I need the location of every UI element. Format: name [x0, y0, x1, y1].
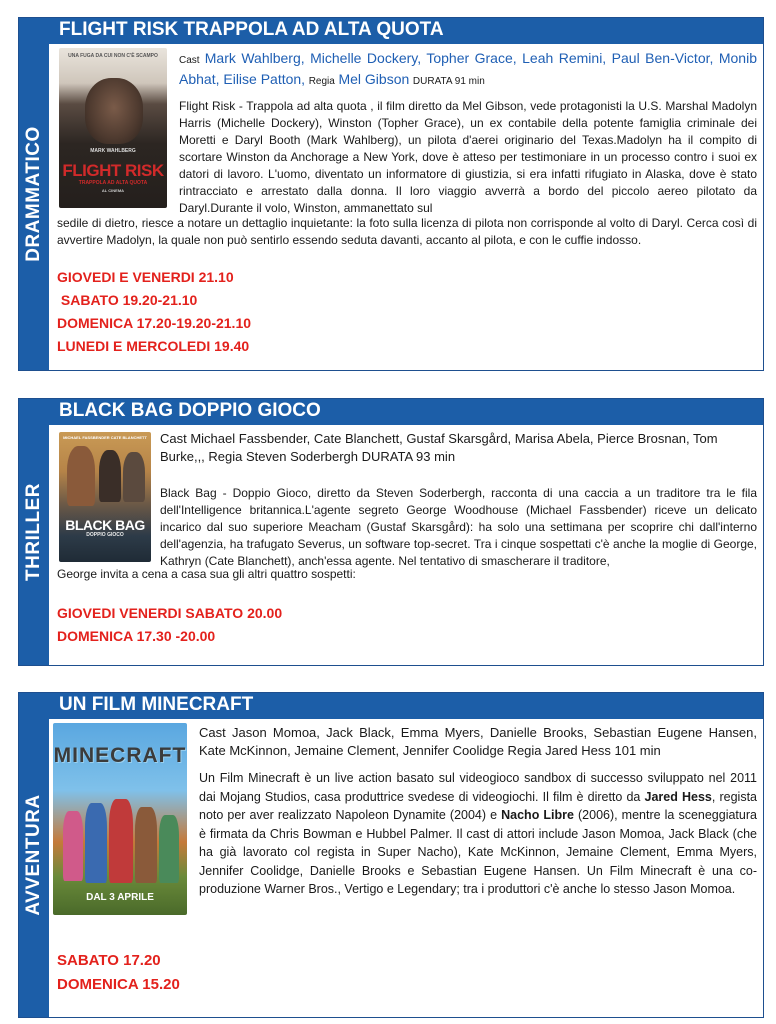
film-card-minecraft [18, 692, 764, 1018]
film-name-bold: Nacho Libre [501, 808, 574, 822]
schedule [57, 602, 282, 648]
poster-figure [159, 815, 179, 883]
poster-figure [67, 446, 95, 506]
film-poster [59, 432, 151, 562]
film-title: UN FILM MINECRAFT [59, 694, 254, 715]
cast-label: Cast [179, 55, 200, 66]
poster-title: BLACK BAG [65, 517, 145, 533]
cast-line [179, 49, 757, 91]
plot-text: Flight Risk - Trappola ad alta quota , il film diretto da Mel Gibson, vede protagonisti la U.S. Marshal Madolyn Harris (Michelle Dockery), Winston (Topher Grace), un ex contabile della potente famiglia criminale dei Moretti e Daryl Booth (Mark Wahlberg), un pilota d'aerei originario del Texas.Madolyn ha il compito di scortare Winston da Anchorage a New York, dove è atteso per testimoniare in un processo contro i suoi ex datori di lavoro. L'uomo, diventato un informatore di giustizia, si era infatti rifugiato in Alaska, dove è stato rintracciato e arrestato dalla donna. Il loro viaggio avverrà a bordo del piccolo aereo pilotato da Daryl.Durante il volo, Winston, ammanettato sul [179, 99, 757, 215]
poster-figure [109, 799, 133, 883]
film-title: FLIGHT RISK TRAPPOLA AD ALTA QUOTA [59, 19, 444, 40]
poster-tagline: UNA FUGA DA CUI NON C'È SCAMPO [68, 53, 158, 59]
title-bar [49, 18, 763, 44]
schedule-line: GIOVEDI VENERDI SABATO 20.00 [57, 605, 283, 621]
genre-sidebar [19, 18, 49, 370]
genre-sidebar [19, 693, 49, 1017]
duration: DURATA 91 min [412, 76, 485, 87]
poster-top-text: MICHAEL FASSBENDER CATE BLANCHETT [63, 435, 147, 440]
film-card-flight-risk [18, 17, 764, 371]
schedule [57, 949, 180, 997]
schedule-line: DOMENICA 15.20 [57, 976, 180, 993]
poster-figure [135, 807, 157, 883]
poster-footer: AL CINEMA [101, 188, 125, 193]
plot-text-continued: George invita a cena a casa sua gli altri quattro sospetti: [57, 567, 356, 581]
title-bar [49, 693, 763, 719]
plot-segment: , regista noto per aver realizzato Napoleon Dynamite (2004) e [199, 789, 758, 822]
genre-label: AVVENTURA [23, 794, 44, 916]
film-card-black-bag [18, 398, 764, 666]
cast-line: Cast Jason Momoa, Jack Black, Emma Myers, Danielle Brooks, Sebastian Eugene Hansen, Kate McKinnon, Jemaine Clement, Jennifer Coolidge Regia Jared Hess 101 min [199, 725, 757, 758]
poster-face-image [85, 78, 143, 144]
poster-subtitle: TRAPPOLA AD ALTA QUOTA [78, 180, 148, 186]
plot-text-continued: sedile di dietro, riesce a notare un dettaglio inquietante: la foto sulla licenza di pilota non corrisponde al volto di Daryl. Cerca così di avvertire Madolyn, la quale non può sentirlo essendo seduta davanti, accanto al pilota, e con le cuffie indosso. [57, 216, 757, 247]
poster-figure [85, 803, 107, 883]
poster-title: MINECRAFT [53, 744, 187, 767]
schedule-line: SABATO 17.20 [57, 952, 161, 969]
poster-actor: MARK WAHLBERG [90, 148, 136, 154]
poster-title: FLIGHT RISK [62, 161, 164, 180]
film-poster [53, 723, 187, 915]
genre-label: DRAMMATICO [23, 126, 44, 262]
cast-line: Cast Michael Fassbender, Cate Blanchett, Gustaf Skarsgård, Marisa Abela, Pierce Brosnan, Tom Burke,,, Regia Steven Soderbergh DURATA 93 min [160, 431, 718, 464]
director-name: Mel Gibson [338, 71, 410, 87]
cast-names: Mark Wahlberg, Michelle Dockery, Topher Grace, Leah Remini, Paul Ben-Victor, Monib Abhat, Eilise Patton, [179, 50, 757, 87]
poster-figure [63, 811, 83, 881]
schedule [57, 266, 251, 358]
director-label: Regia [308, 76, 335, 87]
genre-sidebar [19, 399, 49, 665]
plot-text [199, 769, 757, 899]
film-poster [59, 48, 167, 208]
genre-label: THRILLER [23, 483, 44, 581]
plot-text: Black Bag - Doppio Gioco, diretto da Steven Soderbergh, racconta di una caccia a un traditore tra le fila dell'Intelligence britannica.L'agente segreto George Woodhouse (Michael Fassbender) riceve un delicato incarico dal suo superiore Meacham (Gustaf Skarsgård): ha solo una settimana per scoprire chi dall'interno dell'agenzia, ha trafugato Severus, un software top-secret. Tra i cinque sospettati c'è anche la moglie di George, Kathryn (Cate Blanchett), anch'essa agente. Nel tentativo di smascherare il traditore, [160, 486, 757, 568]
plot-segment: Un Film Minecraft è un live action basato sul videogioco sandbox di successo sviluppato nel 2011 dai Mojang Studios, casa produttrice svedese di videogiochi. Il film è diretto da [199, 771, 757, 804]
schedule-line: DOMENICA 17.20-19.20-21.10 [57, 315, 252, 331]
title-bar [49, 399, 763, 425]
poster-figure [123, 452, 145, 502]
poster-figure [99, 450, 121, 502]
director-name-bold: Jared Hess [644, 789, 712, 804]
poster-subtitle: DOPPIO GIOCO [86, 532, 124, 538]
film-title: BLACK BAG DOPPIO GIOCO [59, 400, 321, 421]
schedule-line: LUNEDI E MERCOLEDI 19.40 [57, 338, 250, 354]
schedule-line: GIOVEDI E VENERDI 21.10 [57, 269, 234, 285]
plot-segment: (2006), mentre la sceneggiatura è firmata da Chris Bowman e Hubbel Palmer. Il cast di attori include Jason Momoa, Jack Black (che ha già lavorato col regista in Super Nacho), Kate McKinnon, Jemaine Clement, Emma Myers, Jennifer Coolidge, Danielle Brooks e Sebastian Eugene Hansen. Un Film Minecraft è una co-produzione Warner Bros., Vertigo e Legendary; tra i produttori c'è anche lo stesso Jason Momoa. [199, 808, 757, 896]
schedule-line: DOMENICA 17.30 -20.00 [57, 628, 216, 644]
schedule-line: SABATO 19.20-21.10 [57, 292, 198, 308]
poster-date: DAL 3 APRILE [86, 892, 154, 903]
